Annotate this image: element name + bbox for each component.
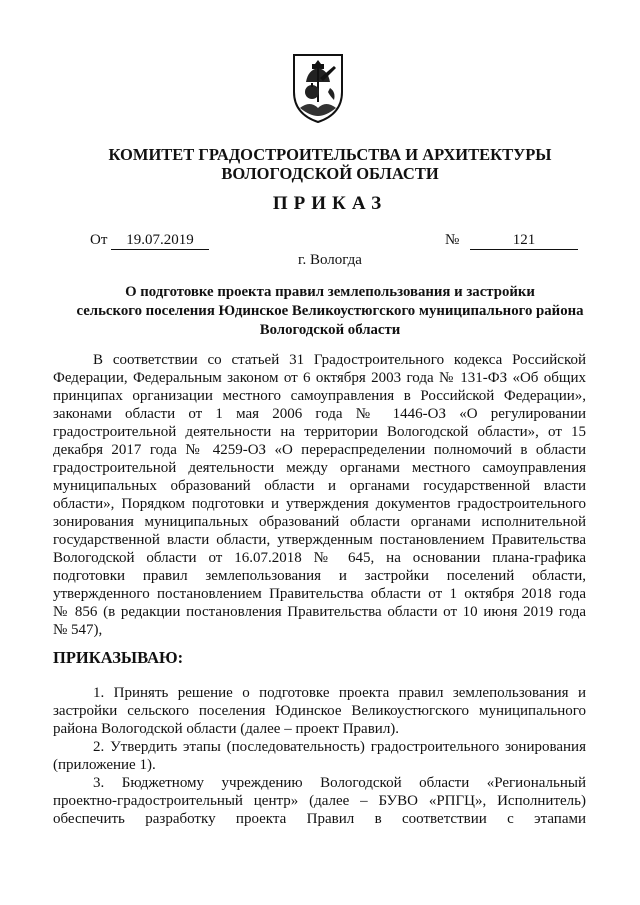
preamble-line: государственной власти области, утвержденным постановлением Правительства [53, 532, 586, 548]
preamble-line: В соответствии со статьей 31 Градостроительного кодекса Российской [93, 352, 586, 368]
preamble-line: № 856 (в редакции постановления Правительства области от 10 июня 2019 года [53, 604, 586, 620]
coat-of-arms-emblem [290, 52, 346, 124]
issue-city: г. Вологда [298, 252, 362, 268]
subject-line: О подготовке проекта правил землепользования и застройки [125, 284, 535, 300]
preamble-line: градостроительной деятельности на территории Вологодской области», от 15 [53, 424, 586, 440]
preamble-line: Федерации, Федеральным законом от 6 октября 2003 года № 131-ФЗ «Об общих [53, 370, 586, 386]
preamble-line: градостроительной деятельности между органами местного самоуправления [53, 460, 586, 476]
preamble-line: Вологодской области от 16.07.2018 № 645, на основании плана-графика [53, 550, 586, 566]
document-number: 121 [470, 232, 578, 250]
order-item-line: 1. Принять решение о подготовке проекта правил землепользования и [93, 685, 586, 701]
preamble-line: зонирования муниципальных образований области органами исполнительной [53, 514, 586, 530]
order-item-line: 2. Утвердить этапы (последовательность) градостроительного зонирования [93, 739, 586, 755]
preamble-line: принципах организации местного самоуправления в Российской Федерации», [53, 388, 586, 404]
order-heading: ПРИКАЗЫВАЮ: [53, 648, 184, 667]
preamble-line: утвержденного постановлением Правительства области от 1 октября 2018 года [53, 586, 586, 602]
document-type-title: ПРИКАЗ [272, 193, 388, 214]
subject-line: сельского поселения Юдинское Великоустюгского муниципального района [76, 303, 584, 319]
order-item-line: 3. Бюджетному учреждению Вологодской области «Региональный [93, 775, 586, 791]
preamble-line: декабря 2017 года № 4259-ОЗ «О перераспределении полномочий в области [53, 442, 586, 458]
order-item-line: обеспечить разработку проекта Правил в соответствии с этапами [53, 811, 586, 827]
order-item-line: застройки сельского поселения Юдинское Великоустюгского муниципального [53, 703, 586, 719]
order-item-line: проектно-градостроительный центр» (далее – БУВО «РПГЦ», Исполнитель) [53, 793, 586, 809]
preamble-line: законами области от 1 мая 2006 года № 1446-ОЗ «О регулировании [53, 406, 586, 422]
organization-name-line1: КОМИТЕТ ГРАДОСТРОИТЕЛЬСТВА И АРХИТЕКТУРЫ [108, 145, 552, 164]
preamble-line: № 547), [53, 622, 103, 638]
subject-line: Вологодской области [259, 322, 401, 338]
order-item-line: (приложение 1). [53, 757, 156, 773]
number-label: № [445, 232, 460, 248]
document-date: 19.07.2019 [111, 232, 209, 250]
preamble-line: области», Порядком подготовки и утверждения документов градостроительного [53, 496, 586, 512]
order-item-line: района Вологодской области (далее – проект Правил). [53, 721, 400, 737]
preamble-line: муниципальных образований области и органами государственной власти [53, 478, 586, 494]
organization-name-line2: ВОЛОГОДСКОЙ ОБЛАСТИ [221, 164, 439, 183]
date-label: От [90, 232, 108, 248]
preamble-line: подготовки правил землепользования и застройки поселений области, [53, 568, 586, 584]
